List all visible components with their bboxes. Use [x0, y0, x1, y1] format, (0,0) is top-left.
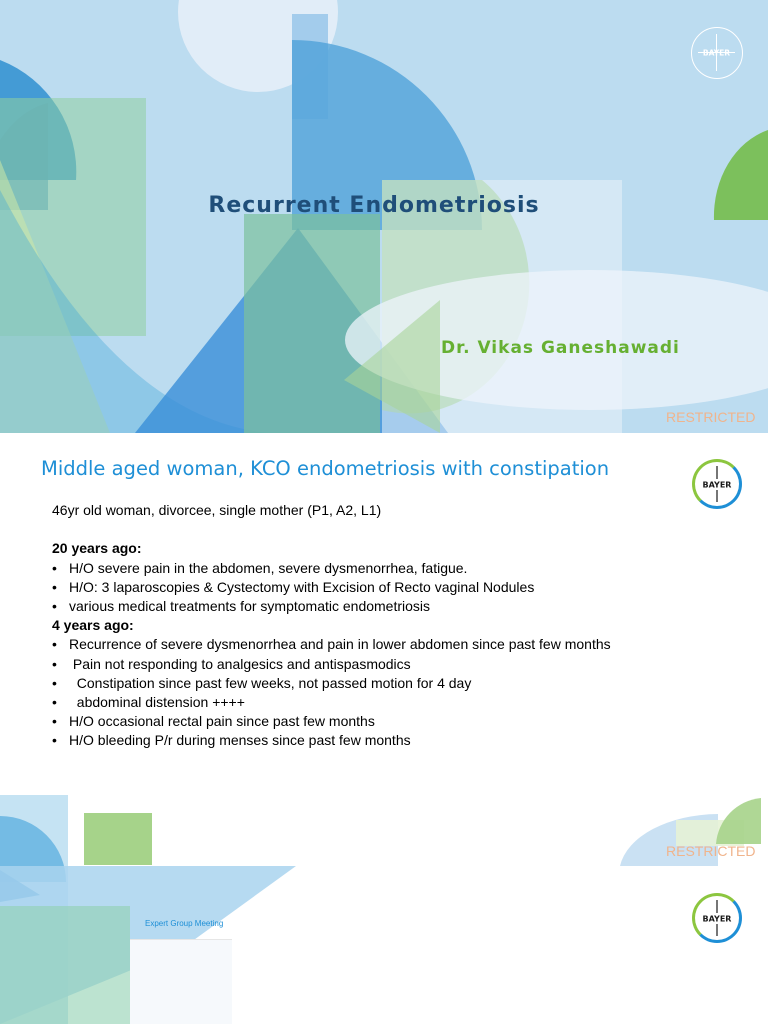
section-heading-4-years: 4 years ago: [52, 617, 134, 634]
svg-text:BAYER: BAYER [702, 48, 731, 58]
bayer-logo [692, 459, 742, 509]
svg-text:BAYER: BAYER [702, 480, 732, 490]
restricted-label: RESTRICTED [666, 409, 756, 425]
footer-text: Expert Group Meeting [145, 919, 224, 928]
list-item: • H/O severe pain in the abdomen, severe dysmenorrhea, fatigue. [52, 559, 468, 576]
list-item: • Constipation since past few weeks, not passed motion for 4 day [52, 674, 472, 691]
list-item: • H/O bleeding P/r during menses since past few months [52, 732, 411, 749]
list-item: • abdominal distension ++++ [52, 693, 245, 710]
presenter-name: Dr. Vikas Ganeshawadi [441, 338, 680, 358]
next-slide-background [0, 790, 768, 1024]
bayer-cross-icon [692, 28, 741, 77]
bayer-logo [692, 893, 742, 943]
presentation-title: Recurrent Endometriosis [208, 193, 540, 218]
list-item: • H/O: 3 laparoscopies & Cystectomy with Excision of Recto vaginal Nodules [52, 578, 535, 595]
case-title: Middle aged woman, KCO endometriosis with constipation [41, 457, 610, 480]
bayer-cross-icon [695, 462, 739, 506]
list-item: • Recurrence of severe dysmenorrhea and pain in lower abdomen since past few months [52, 636, 611, 653]
footer-divider [130, 939, 232, 940]
list-item: • various medical treatments for symptomatic endometriosis [52, 597, 431, 614]
case-details [52, 501, 611, 750]
patient-intro: 46yr old woman, divorcee, single mother (P1, A2, L1) [52, 502, 382, 518]
restricted-label: RESTRICTED [666, 843, 756, 859]
next-slide-preview [0, 790, 768, 1024]
section-heading-20-years: 20 years ago: [52, 540, 142, 557]
case-slide [0, 433, 768, 790]
title-slide [0, 0, 768, 433]
svg-text:BAYER: BAYER [702, 914, 732, 924]
bayer-logo [691, 27, 743, 79]
list-item: • Pain not responding to analgesics and antispasmodics [52, 655, 411, 672]
list-item: • H/O occasional rectal pain since past few months [52, 713, 375, 730]
bayer-cross-icon [695, 896, 739, 940]
